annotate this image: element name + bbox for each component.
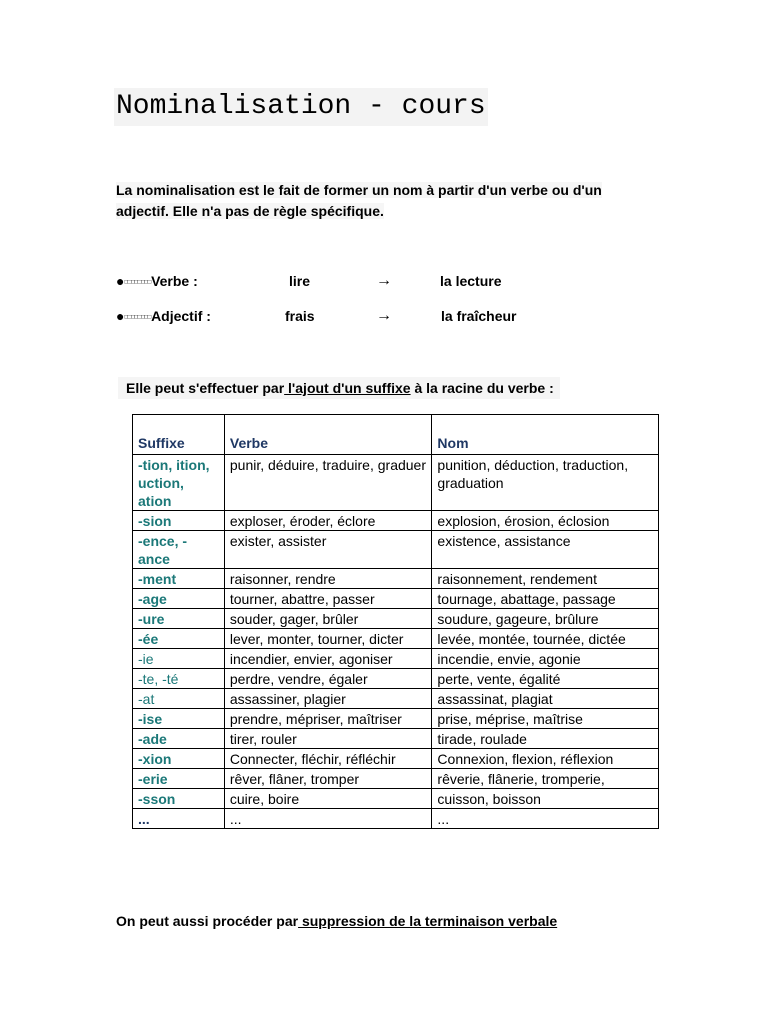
table-row (133, 569, 659, 589)
example-word: lire (289, 273, 311, 289)
table-row (133, 729, 659, 749)
table-row (133, 669, 659, 689)
outro-paragraph (116, 911, 557, 931)
noun-cell: soudure, gageure, brûlure (432, 609, 659, 629)
page-title: Nominalisation - cours (114, 88, 488, 126)
table-row (133, 789, 659, 809)
noun-cell: explosion, érosion, éclosion (432, 511, 659, 531)
example-verb-row (116, 271, 502, 291)
suffix-cell: -at (133, 689, 225, 709)
bullet-marks: □□□□□□□□ (124, 314, 152, 321)
suffix-table (132, 414, 659, 829)
outro-text: On peut aussi procéder par (116, 913, 299, 929)
suffix-cell: -sion (133, 511, 225, 531)
noun-cell: prise, méprise, maîtrise (432, 709, 659, 729)
verb-cell: tourner, abattre, passer (224, 589, 432, 609)
header-noun: Nom (432, 415, 659, 455)
table-row (133, 749, 659, 769)
suffix-intro-tail: à la racine du verbe : (410, 380, 554, 396)
verb-cell: ... (224, 809, 432, 829)
noun-cell: perte, vente, égalité (432, 669, 659, 689)
arrow-right-icon: → (376, 272, 392, 289)
suffix-intro (118, 377, 560, 399)
table-body (133, 455, 659, 829)
header-suffix: Suffixe (133, 415, 225, 455)
noun-cell: tirade, roulade (432, 729, 659, 749)
suffix-cell: -ise (133, 709, 225, 729)
noun-cell: cuisson, boisson (432, 789, 659, 809)
table-row (133, 709, 659, 729)
noun-cell: tournage, abattage, passage (432, 589, 659, 609)
example-word: frais (285, 308, 315, 324)
suffix-cell: -te, -té (133, 669, 225, 689)
example-label: Adjectif : (151, 308, 211, 324)
suffix-cell: -ment (133, 569, 225, 589)
noun-cell: punition, déduction, traduction, graduation (432, 455, 659, 511)
verb-cell: rêver, flâner, tromper (224, 769, 432, 789)
table-row (133, 769, 659, 789)
table-row (133, 511, 659, 531)
table-header-row (133, 415, 659, 455)
verb-cell: assassiner, plagier (224, 689, 432, 709)
noun-cell: levée, montée, tournée, dictée (432, 629, 659, 649)
outro-underlined: suppression de la terminaison verbale (298, 913, 558, 929)
table-row (133, 649, 659, 669)
verb-cell: tirer, rouler (224, 729, 432, 749)
intro-text: La nominalisation est le fait de former un nom à partir d'un verbe ou d'un adjectif. Elle n'a pas de règle spécifique. (116, 182, 602, 219)
suffix-cell: -ie (133, 649, 225, 669)
table-row (133, 589, 659, 609)
suffix-intro-text: Elle peut s'effectuer par (126, 380, 285, 396)
verb-cell: punir, déduire, traduire, graduer (224, 455, 432, 511)
noun-cell: rêverie, flânerie, tromperie, (432, 769, 659, 789)
verb-cell: exploser, éroder, éclore (224, 511, 432, 531)
table-row (133, 531, 659, 569)
suffix-cell: -xion (133, 749, 225, 769)
noun-cell: incendie, envie, agonie (432, 649, 659, 669)
noun-cell: assassinat, plagiat (432, 689, 659, 709)
table-row (133, 689, 659, 709)
arrow-right-icon: → (376, 307, 392, 324)
bullet-icon: ● (116, 273, 125, 289)
table-row (133, 455, 659, 511)
noun-cell: existence, assistance (432, 531, 659, 569)
verb-cell: prendre, mépriser, maîtriser (224, 709, 432, 729)
noun-cell: ... (432, 809, 659, 829)
suffix-cell: -ée (133, 629, 225, 649)
verb-cell: lever, monter, tourner, dicter (224, 629, 432, 649)
table-row (133, 629, 659, 649)
example-result: la fraîcheur (441, 308, 517, 324)
table-row (133, 609, 659, 629)
example-adjective-row (116, 306, 517, 326)
suffix-cell: -ure (133, 609, 225, 629)
verb-cell: souder, gager, brûler (224, 609, 432, 629)
table-row (133, 809, 659, 829)
noun-cell: Connexion, flexion, réflexion (432, 749, 659, 769)
suffix-cell: -ade (133, 729, 225, 749)
suffix-cell: -erie (133, 769, 225, 789)
verb-cell: Connecter, fléchir, réfléchir (224, 749, 432, 769)
suffix-cell: -sson (133, 789, 225, 809)
intro-paragraph (116, 180, 626, 222)
verb-cell: incendier, envier, agoniser (224, 649, 432, 669)
bullet-marks: □□□□□□□□ (124, 279, 152, 286)
verb-cell: raisonner, rendre (224, 569, 432, 589)
suffix-cell: -ence, -ance (133, 531, 225, 569)
verb-cell: exister, assister (224, 531, 432, 569)
suffix-cell: -age (133, 589, 225, 609)
suffix-intro-underlined: l'ajout d'un suffixe (284, 380, 411, 396)
verb-cell: cuire, boire (224, 789, 432, 809)
example-label: Verbe : (151, 273, 198, 289)
verb-cell: perdre, vendre, égaler (224, 669, 432, 689)
suffix-cell: -tion, ition, uction, ation (133, 455, 225, 511)
header-verb: Verbe (224, 415, 432, 455)
bullet-icon: ● (116, 308, 125, 324)
noun-cell: raisonnement, rendement (432, 569, 659, 589)
example-result: la lecture (440, 273, 502, 289)
suffix-cell: ... (133, 809, 225, 829)
